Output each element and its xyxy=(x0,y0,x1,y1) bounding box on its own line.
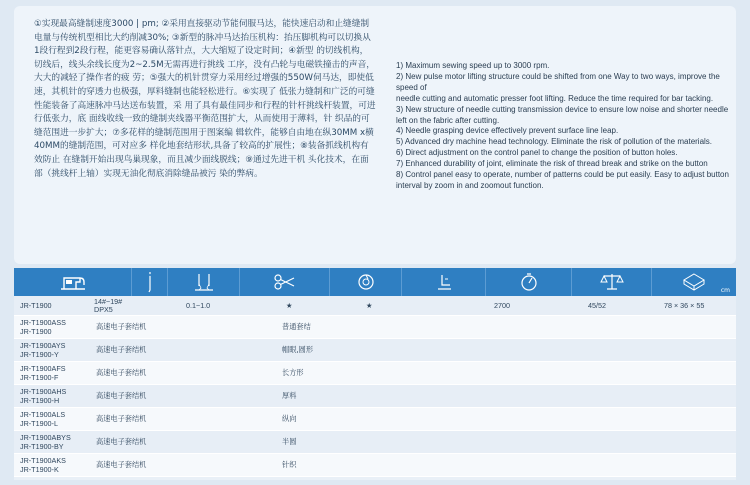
feature-en-line: 3) New structure of needle cutting transmission device to ensure low noise and shorter needle left on the fabric after cutting. xyxy=(396,104,729,125)
stitch-range-cell: 0.1~1.0 xyxy=(186,301,211,310)
type-cell: 高速电子套结机 xyxy=(96,437,147,446)
model-cell: JR-T1900ALS JR-T1900-L xyxy=(20,410,66,428)
table-row xyxy=(14,339,736,362)
usage-cell: 厚料 xyxy=(282,391,297,400)
type-cell: 高速电子套结机 xyxy=(96,368,147,377)
type-cell: 高速电子套结机 xyxy=(96,460,147,469)
table-row xyxy=(14,362,736,385)
scissors-icon xyxy=(240,268,330,296)
dimension-unit-label: cm xyxy=(720,287,730,294)
table-row xyxy=(14,408,736,431)
dimension-cell: 78 × 36 × 55 xyxy=(664,301,705,310)
type-cell: 高速电子套结机 xyxy=(96,414,147,423)
cutting-mark-cell: ★ xyxy=(286,301,293,310)
speed-cell: 2700 xyxy=(494,301,510,310)
model-cell: JR-T1900ABYS JR-T1900-BY xyxy=(20,433,71,451)
model-cell: JR-T1900AHS JR-T1900-H xyxy=(20,387,67,405)
feature-en-line: 7) Enhanced durability of joint, eliminate the risk of thread break and strike on the button xyxy=(396,159,708,169)
scale-weight-icon xyxy=(572,268,652,296)
feature-en-line: 1) Maximum sewing speed up to 3000 rpm. xyxy=(396,61,550,70)
needle-cell: 14#~19# DPX5 xyxy=(94,296,123,314)
grasp-mark-cell: ★ xyxy=(366,301,373,310)
speed-gauge-icon xyxy=(486,268,572,296)
spec-icon-header xyxy=(14,268,736,296)
usage-cell: 普通套结 xyxy=(282,322,311,331)
table-row xyxy=(14,385,736,408)
sewing-machine-icon xyxy=(14,268,132,296)
usage-cell: 针织 xyxy=(282,460,297,469)
type-cell: 高速电子套结机 xyxy=(96,391,147,400)
table-row xyxy=(14,316,736,339)
usage-cell: 半圆 xyxy=(282,437,297,446)
table-row xyxy=(14,296,736,316)
feature-en-line: needle cutting and automatic presser foot lifting. Reduce the time required for bar tacking. xyxy=(396,93,714,103)
type-cell: 高速电子套结机 xyxy=(96,322,147,331)
model-cell: JR-T1900AYS JR-T1900-Y xyxy=(20,341,66,359)
feature-en-line: 5) Advanced dry machine head technology. Eliminate the risk of pollution of the materials. xyxy=(396,137,713,147)
spec-rows xyxy=(14,296,736,477)
dimension-box-icon xyxy=(652,268,736,296)
feature-en-line: 8) Control panel easy to operate, number of patterns could be put easily. Easy to adjust button interval by zoom in and zoomout function. xyxy=(396,170,729,190)
usage-cell: 纵向 xyxy=(282,414,297,423)
feature-en-line: 2) New pulse motor lifting structure could be shifted from one Way to two ways, improve the speed of xyxy=(396,71,720,92)
table-row xyxy=(14,431,736,454)
weight-cell: 45/52 xyxy=(588,301,606,310)
stitch-range-icon xyxy=(168,268,240,296)
feature-en-line: 4) Needle grasping device effectively prevent surface line leap. xyxy=(396,126,619,136)
model-cell: JR-T1900ASS JR-T1900 xyxy=(20,318,66,336)
feature-panel xyxy=(14,6,736,264)
model-cell: JR-T1900AKS JR-T1900-K xyxy=(20,456,66,474)
features-chinese: ①实现最高缝制速度3000 | pm; ②采用直接驱动节能伺服马达，能快速启动和止缝缝制电量与传统机型相比大约削减30%; ③新型的脉冲马达抬压机构：抬压脚机构可以切换从1段行程到2段行程，能更容易确认落针点，大大缩短了设定时间；④新型 的切线机构，切线后，线头余线长度为2~2.5M无需再进行挑线 工序，没有凸轮与电磁铁撞击的声音，大大的减轻了操作者的疲 劳；⑤强大的机针贯穿力采用经过增强的550W伺马达，即使低 速，其机针的穿透力也极强，厚料缝制也能轻松进行。⑥实现了 低张力缝制和广泛的可缝性能装备了高速脉冲马达送布装置，采 用了具有最佳同步和行程的针杆挑线杆装置，可进行低张力，底 面线收线一致的缝制夹线器平衡范围扩大，从而使用于薄料，针 织品的可缝范围进一步扩大；⑦多花样的缝制范围用于图案编 辑软件，能够自由地在纵30MM x横40MM的缝制范围，可对应多 样化地套结形状,具备了较高的扩展性；⑧装备抓线机构有效防止 在缝制开始出现鸟巢现象，而且减少面线脱线；⑨通过先进干机 头化技术，在面部（挑线杆上轴）实现无油化彻底消除缝品被污 染的弊病。 xyxy=(34,19,376,179)
features-english xyxy=(396,61,732,192)
feature-en-line: 6) Direct adjustment on the control panel to change the position of button holes. xyxy=(396,148,678,158)
thread-grasp-icon xyxy=(330,268,402,296)
usage-cell: 帽眼,圆形 xyxy=(282,345,314,354)
type-cell: 高速电子套结机 xyxy=(96,345,147,354)
spec-table xyxy=(14,268,736,480)
table-row xyxy=(14,454,736,477)
model-cell: JR-T1900 xyxy=(20,301,52,310)
needle-icon xyxy=(132,268,168,296)
usage-cell: 长方形 xyxy=(282,368,304,377)
presser-foot-icon xyxy=(402,268,486,296)
model-cell: JR-T1900AFS JR-T1900-F xyxy=(20,364,66,382)
